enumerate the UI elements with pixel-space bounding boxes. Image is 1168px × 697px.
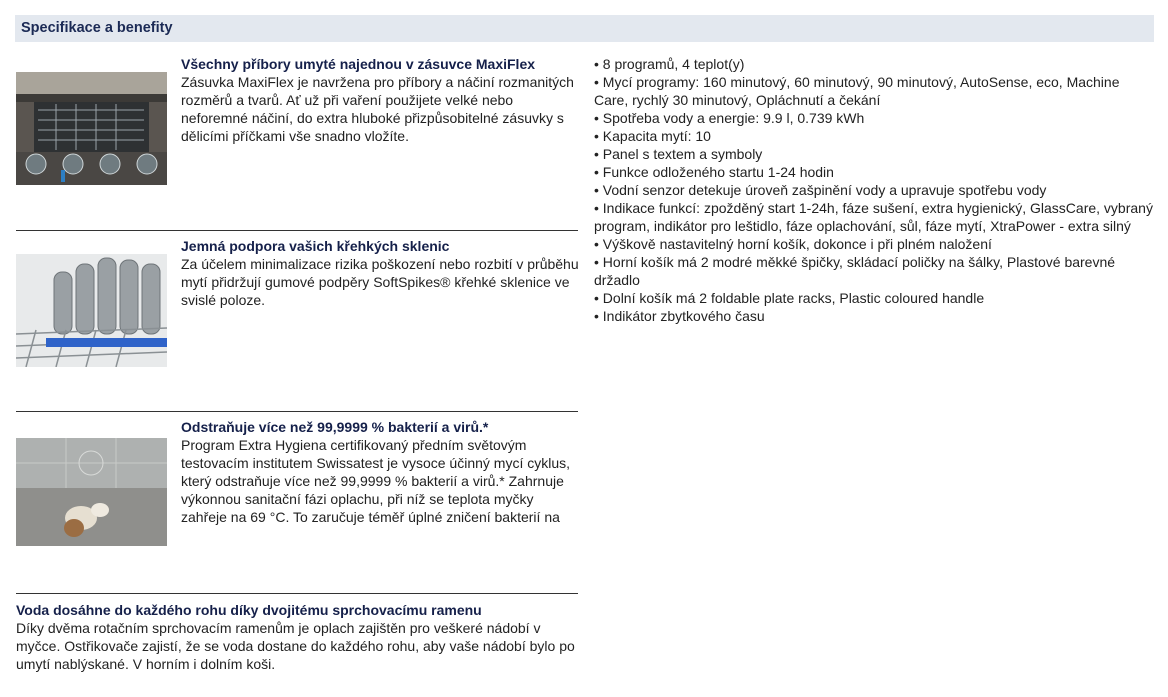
section-header-bar — [15, 15, 1154, 42]
feature-body: Za účelem minimalizace rizika poškození nebo rozbití v průběhu mytí přidržují gumové podpěry SoftSpikes® křehké sklenice ve svislé poloze. — [181, 256, 579, 308]
maxiflex-drawer-image — [16, 72, 167, 185]
divider — [16, 411, 578, 412]
spec-item: • Spotřeba vody a energie: 9.9 l, 0.739 kWh — [594, 109, 1154, 127]
spec-item: • Horní košík má 2 modré měkké špičky, skládací poličky na šálky, Plastové barevné držadlo — [594, 253, 1154, 289]
glasses-rack-image — [16, 254, 167, 367]
feature-body: Program Extra Hygiena certifikovaný předním světovým testovacím institutem Swissatest je vysoce účinný mycí cyklus, který odstraňuje více než 99,9999 % bakterií a virů.* Zahrnuje výkonnou sanitační fázi oplachu, při níž se teplota myčky zahřeje na 69 °C. To zaručuje téměř úplné zničení bakterií na — [181, 437, 571, 525]
divider — [16, 593, 578, 594]
spec-item: • Mycí programy: 160 minutový, 60 minutový, 90 minutový, AutoSense, eco, Machine Care, rychlý 30 minutový, Opláchnutí a čekání — [594, 73, 1154, 109]
feature-title: Odstraňuje více než 99,9999 % bakterií a virů.* — [181, 419, 489, 435]
specs-list — [594, 55, 1154, 325]
feature-title: Voda dosáhne do každého rohu díky dvojitému sprchovacímu ramenu — [16, 602, 482, 618]
spec-item: • Výškově nastavitelný horní košík, dokonce i při plném naložení — [594, 235, 1154, 253]
spec-item: • Panel s textem a symboly — [594, 145, 1154, 163]
spec-item: • Funkce odloženého startu 1-24 hodin — [594, 163, 1154, 181]
spec-item: • Indikátor zbytkového času — [594, 307, 1154, 325]
divider — [16, 230, 578, 231]
section-title: Specifikace a benefity — [21, 20, 173, 36]
feature-title: Jemná podpora vašich křehkých sklenic — [181, 238, 450, 254]
hygiene-image — [16, 438, 167, 551]
spec-item: • Indikace funkcí: zpožděný start 1-24h, fáze sušení, extra hygienický, GlassCare, vybraný program, indikátor pro leštidlo, fáze oplachování, sůl, fáze mytí, XtraPower - extra silný — [594, 199, 1154, 235]
feature-body: Díky dvěma rotačním sprchovacím ramenům je oplach zajištěn pro veškeré nádobí v myčce. Ostřikovače zajistí, že se voda dostane do každého rohu, aby vaše nádobí bylo po umytí nablýskané. V horním i dolním koši. — [16, 620, 575, 672]
feature-title: Všechny příbory umyté najednou v zásuvce MaxiFlex — [181, 56, 536, 72]
spec-item: • Kapacita mytí: 10 — [594, 127, 1154, 145]
feature-spray-arms — [16, 593, 578, 673]
spec-item: • Dolní košík má 2 foldable plate racks, Plastic coloured handle — [594, 289, 1154, 307]
spec-item: • 8 programů, 4 teplot(y) — [594, 55, 1154, 73]
feature-body: Zásuvka MaxiFlex je navržena pro příbory a náčiní rozmanitých rozměrů a tvarů. Ať už při vaření použijete velké nebo neforemné náčiní, do extra hluboké přizpůsobitelné zásuvky s dělicími příčkami vše snadno vložíte. — [181, 74, 574, 144]
spec-item: • Vodní senzor detekuje úroveň zašpinění vody a upravuje spotřebu vody — [594, 181, 1154, 199]
